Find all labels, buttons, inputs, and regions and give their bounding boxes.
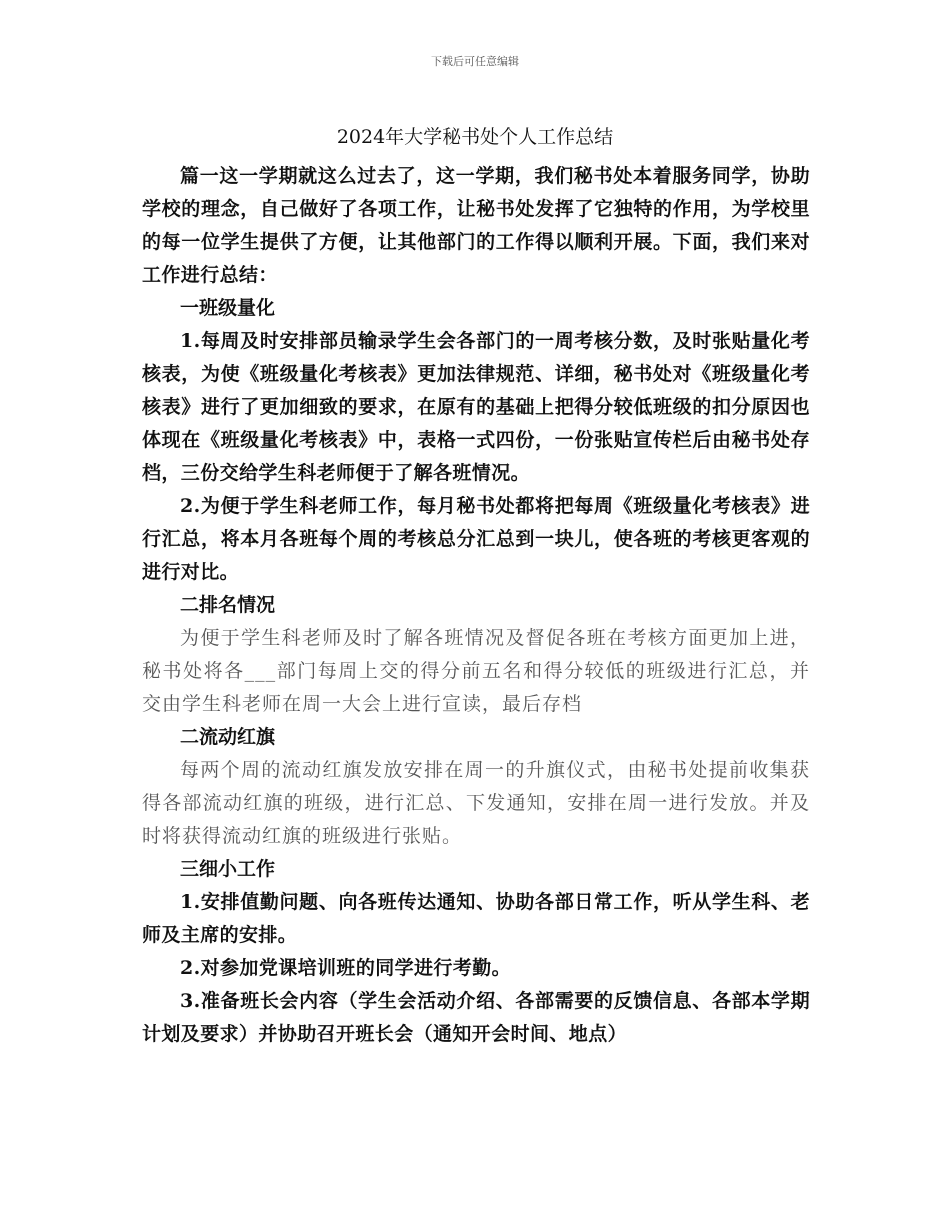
paragraph-red-flag: 每两个周的流动红旗发放安排在周一的升旗仪式，由秘书处提前收集获得各部流动红旗的班级，进行汇总、下发通知，安排在周一进行发放。并及时将获得流动红旗的班级进行张贴。 bbox=[142, 759, 810, 847]
section-heading-ranking: 二排名情况 bbox=[180, 594, 276, 616]
section-heading-red-flag: 二流动红旗 bbox=[180, 726, 276, 748]
document-body bbox=[142, 160, 810, 1051]
section-heading-class-quantification: 一班级量化 bbox=[180, 297, 276, 319]
paragraph-weekly-assessment: 1.每周及时安排部员输录学生会各部门的一周考核分数，及时张贴量化考核表，为使《班级量化考核表》更加法律规范、详细，秘书处对《班级量化考核表》进行了更加细致的要求，在原有的基础上把得分较低班级的扣分原因也体现在《班级量化考核表》中，表格一式四份，一份张贴宣传栏后由秘书处存档，三份交给学生科老师便于了解各班情况。 bbox=[142, 330, 810, 484]
intro-paragraph: 篇一这一学期就这么过去了，这一学期，我们秘书处本着服务同学，协助学校的理念，自己做好了各项工作，让秘书处发挥了它独特的作用，为学校里的每一位学生提供了方便，让其他部门的工作得以顺利开展。下面，我们来对工作进行总结： bbox=[142, 165, 810, 286]
document-title: 2024年大学秘书处个人工作总结 bbox=[336, 126, 614, 148]
paragraph-ranking: 为便于学生科老师及时了解各班情况及督促各班在考核方面更加上进，秘书处将各___部门每周上交的得分前五名和得分较低的班级进行汇总，并交由学生科老师在周一大会上进行宣读，最后存档 bbox=[142, 627, 810, 715]
paragraph-attendance: 2.对参加党课培训班的同学进行考勤。 bbox=[180, 957, 512, 979]
page-header-note: 下载后可任意编辑 bbox=[431, 55, 519, 68]
paragraph-monitor-meeting: 3.准备班长会内容（学生会活动介绍、各部需要的反馈信息、各部本学期计划及要求）并协助召开班长会（通知开会时间、地点） bbox=[142, 990, 810, 1045]
paragraph-duty-arrangement: 1.安排值勤问题、向各班传达通知、协助各部日常工作，听从学生科、老师及主席的安排。 bbox=[142, 891, 810, 946]
paragraph-monthly-summary: 2.为便于学生科老师工作，每月秘书处都将把每周《班级量化考核表》进行汇总，将本月各班每个周的考核总分汇总到一块儿，使各班的考核更客观的进行对比。 bbox=[142, 495, 810, 583]
section-heading-minor-work: 三细小工作 bbox=[180, 858, 276, 880]
